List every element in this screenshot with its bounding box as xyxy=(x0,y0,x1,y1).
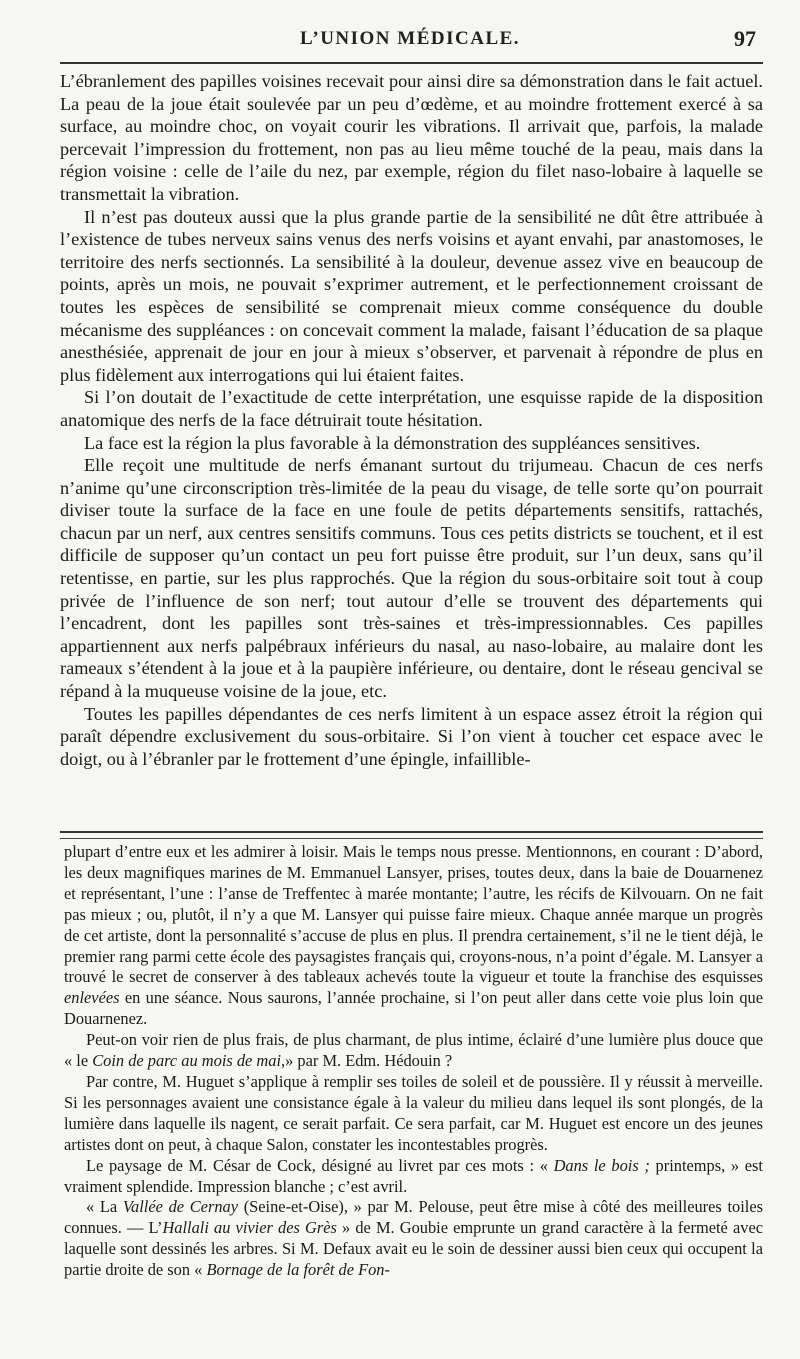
paragraph: Si l’on doutait de l’exactitude de cette interprétation, une esquisse rapide de la disposition anatomique des nerfs de la face détruirait toute hésitation. xyxy=(60,387,763,430)
paragraph: La face est la région la plus favorable à la démonstration des suppléances sensitives. xyxy=(84,432,701,453)
feuilleton-paragraph xyxy=(64,1156,763,1198)
paragraph: Toutes les papilles dépendantes de ces nerfs limitent à un espace assez étroit la région qui paraît dépendre exclusivement du sous-orbitaire. Si l’on vient à toucher cet espace avec le doigt, ou à l’ébranler par le frottement d’une épingle, infaillible- xyxy=(60,703,763,769)
paragraph: L’ébranlement des papilles voisines recevait pour ainsi dire sa démonstration dans le fait actuel. La peau de la joue était soulevée par un peu d’œdème, et au moindre frottement exercé à sa surface, au moindre choc, on voyait courir les vibrations. Il arrivait que, parfois, la malade percevait l’impression du frottement, non pas au lieu même touché de la peau, mais dans la région voisine : celle de l’aile du nez, par exemple, région du filet naso-lobaire à laquelle se transmettait la vibration. xyxy=(60,71,763,204)
feuilleton-paragraph xyxy=(64,1197,763,1281)
text: Peut-on voir rien de plus frais, de plus charmant, de plus intime, éclairé d’une lumière plus douce que « le xyxy=(64,1030,763,1071)
text: » de M. Goubie emprunte un grand caractère à la fermeté avec laquelle sont dessinés les arbres. Si M. Defaux avait eu le soin de dessiner aussi bien ceux qui occupent la partie droite de son « xyxy=(64,1218,763,1280)
artwork-title: Coin de parc au mois de mai, xyxy=(92,1051,286,1071)
header-rule xyxy=(60,62,763,64)
text: (Seine-et-Oise), » par M. Pelouse, peut être mise à côté des meilleures toiles connues. — L’ xyxy=(64,1197,763,1238)
page-number: 97 xyxy=(734,26,756,51)
text: en une séance. Nous saurons, l’année prochaine, si l’on peut aller dans cette voie plus loin que Douarnenez. xyxy=(64,988,763,1029)
artwork-title: Dans le bois ; xyxy=(553,1155,650,1175)
paragraph: Il n’est pas douteux aussi que la plus grande partie de la sensibilité ne dût être attribuée à l’existence de tubes nerveux sains venus des nerfs voisins et ayant envahi, par anastomoses, le territoire des nerfs sectionnés. La sensibilité à la douleur, devenue assez vive en beaucoup de points, après un mois, ne pouvait s’exprimer autrement, et le perfectionnement croissant de toutes les espèces de sensibilité se comprenait mieux comme conséquence du double mécanisme des suppléances : on concevait comment la malade, faisant l’éducation de sa plaque anesthésiée, apprenait de jour en jour à mieux s’observer, et parvenait à répondre de plus en plus fidèlement aux interrogations qui lui étaient faites. xyxy=(60,206,763,385)
artwork-title: Bornage de la forêt de Fon- xyxy=(206,1260,390,1280)
paragraph: Elle reçoit une multitude de nerfs émanant surtout du trijumeau. Chacun de ces nerfs n’anime qu’une circonscription très-limitée de la peau du visage, de telle sorte qu’on pourrait diviser toute la surface de la face en une foule de petits départements sensitifs, rattachés, chacun par un nerf, aux centres sensitifs communs. Tous ces petits districts se touchent, et il est difficile de supposer qu’un contact un peu fort puisse être produit, sur l’un deux, sans qu’il retentisse, en partie, sur les plus rapprochés. Que la région du sous-orbitaire soit tout à coup privée de l’influence de son nerf; tout autour d’elle se trouvent des départements qui l’encadrent, dont les papilles sont très-saines et très-impressionnables. Ces papilles appartiennent aux nerfs palpébraux inférieurs du nasal, au naso-lobaire, au malaire dont les rameaux s’étendent à la joue et à la paupière inférieure, ou dentaire, dont le réseau gencival se répand à la muqueuse voisine de la joue, etc. xyxy=(60,455,763,702)
artwork-title: Hallali au vivier des Grès xyxy=(162,1218,337,1238)
text: printemps, » est vraiment splendide. Impression blanche ; c’est avril. xyxy=(64,1155,763,1196)
feuilleton-paragraph xyxy=(64,842,763,1030)
journal-title: L’UNION MÉDICALE. xyxy=(299,28,521,49)
text: Le paysage de M. César de Cock, désigné au livret par ces mots : « xyxy=(86,1155,548,1175)
running-head xyxy=(60,28,760,58)
text: » par M. Edm. Hédouin ? xyxy=(285,1051,453,1071)
feuilleton-separator xyxy=(60,831,763,839)
main-article xyxy=(60,70,763,770)
artwork-title: Vallée de Cernay xyxy=(122,1197,239,1217)
feuilleton xyxy=(64,842,763,1281)
text: « La xyxy=(86,1197,118,1217)
text: plupart d’entre eux et les admirer à loisir. Mais le temps nous presse. Mentionnons, en courant : D’abord, les deux magnifiques marines de M. Emmanuel Lansyer, prises, toutes deux, dans la baie de Douarnenez et représentant, l’une : l’anse de Treffentec à marée montante; l’autre, les récifs de Kilvouarn. On ne fait pas mieux ; ou, plutôt, il n’y a que M. Lansyer qui puisse faire mieux. Chaque année marque un progrès de cet artiste, dont la personnalité s’accuse de plus en plus. Il prendra certainement, s’il ne le tient déjà, le premier rang parmi cette école des paysagistes français qui, croyons-nous, n’a point d’égale. M. Lansyer a trouvé le secret de conserver à des tableaux achevés toute la vigueur et toute la franchise des esquisses xyxy=(64,842,763,987)
feuilleton-paragraph: Par contre, M. Huguet s’applique à remplir ses toiles de soleil et de poussière. Il y réussit à merveille. Si les personnages avaient une consistance égale à la valeur du milieu dans lequel ils sont plongés, de la lumière dans laquelle ils nagent, ce serait parfait. Ce sera parfait, car M. Huguet est encore un des jeunes artistes dont on peut, à chaque Salon, constater les incontestables progrès. xyxy=(64,1071,763,1154)
feuilleton-paragraph xyxy=(64,1030,763,1072)
italic-text: enlevées xyxy=(64,988,120,1008)
